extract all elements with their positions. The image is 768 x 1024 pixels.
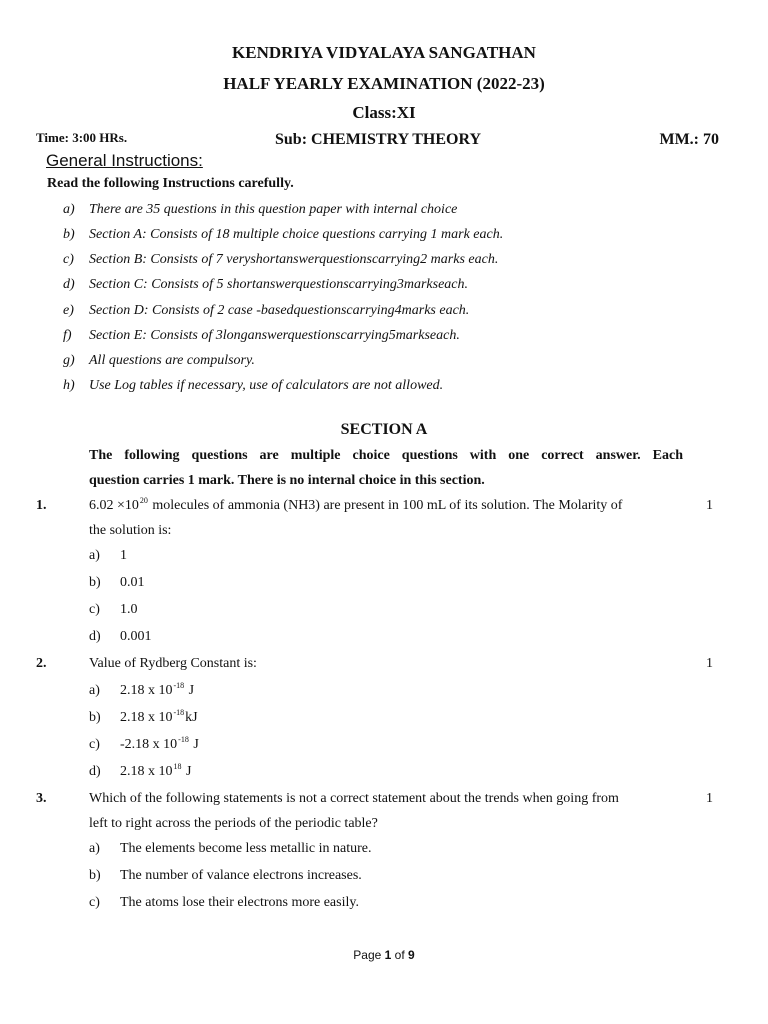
option-text: The elements become less metallic in nature. <box>120 841 372 856</box>
option-item <box>89 575 489 593</box>
option-label: c) <box>89 895 100 910</box>
current-page: 1 <box>384 948 392 962</box>
instruction-text: Section E: Consists of 3longanswerquestionscarrying5markseach. <box>89 328 460 343</box>
option-text <box>120 683 194 699</box>
instruction-text: Section D: Consists of 2 case -basedquestionscarrying4marks each. <box>89 303 470 318</box>
instruction-text: Use Log tables if necessary, use of calculators are not allowed. <box>89 378 444 393</box>
option-text-part: kJ <box>185 710 198 725</box>
option-label: d) <box>89 764 101 779</box>
superscript-exponent: 18 <box>173 762 182 771</box>
option-text-part: 2.18 x 10 <box>120 683 173 698</box>
school-name: KENDRIYA VIDYALAYA SANGATHAN <box>232 43 536 62</box>
option-item <box>89 895 589 913</box>
option-text-part: J <box>189 737 199 752</box>
option-label: b) <box>89 868 101 883</box>
subject-label: Sub: CHEMISTRY THEORY <box>275 131 482 148</box>
question-text-part: molecules of ammonia (NH3) are present in 100 mL of its solution. The Molarity of <box>148 498 623 513</box>
question-marks: 1 <box>706 791 713 806</box>
option-text-part: J <box>185 683 195 698</box>
exam-title: HALF YEARLY EXAMINATION (2022-23) <box>223 74 545 93</box>
instruction-item <box>63 277 723 295</box>
option-item <box>89 602 489 620</box>
class-label: Class:XI <box>352 103 416 122</box>
instruction-label: c) <box>63 252 74 267</box>
option-item <box>89 548 489 566</box>
option-text <box>120 710 198 726</box>
question-number: 1. <box>36 498 47 513</box>
instruction-item <box>63 202 723 220</box>
instruction-item <box>63 378 723 396</box>
instruction-label: d) <box>63 277 75 292</box>
section-a-title: SECTION A <box>340 421 428 438</box>
instructions-intro: Read the following Instructions carefully. <box>47 176 294 191</box>
question-text: Which of the following statements is not a correct statement about the trends when going from <box>89 791 619 806</box>
section-a-intro-line1: The following questions are multiple choice questions with one correct answer. Each <box>89 448 683 463</box>
option-item <box>89 629 489 647</box>
instruction-item <box>63 227 723 245</box>
option-label: d) <box>89 629 101 644</box>
option-text-part: -2.18 x 10 <box>120 737 178 752</box>
question-text-part: 6.02 ×10 <box>89 498 139 513</box>
option-text: 1 <box>120 548 127 563</box>
question-number: 3. <box>36 791 47 806</box>
question-marks: 1 <box>706 656 713 671</box>
total-pages: 9 <box>408 948 415 962</box>
option-text <box>120 764 191 780</box>
option-text: The number of valance electrons increases. <box>120 868 362 883</box>
option-label: b) <box>89 575 101 590</box>
option-label: a) <box>89 683 100 698</box>
question-marks: 1 <box>706 498 713 513</box>
option-label: c) <box>89 737 100 752</box>
question-text-line2: the solution is: <box>89 523 172 538</box>
option-text: 0.001 <box>120 629 152 644</box>
option-item <box>89 737 489 755</box>
instruction-label: h) <box>63 378 75 393</box>
instruction-item <box>63 353 723 371</box>
option-text: 1.0 <box>120 602 138 617</box>
superscript-exponent: -18 <box>173 708 185 717</box>
question-text-line2: left to right across the periods of the periodic table? <box>89 816 378 831</box>
option-item <box>89 868 589 886</box>
time-label: Time: 3:00 HRs. <box>36 130 128 145</box>
instruction-label: b) <box>63 227 75 242</box>
option-text-part: 2.18 x 10 <box>120 710 173 725</box>
superscript-exponent: 20 <box>139 496 148 505</box>
superscript-exponent: -18 <box>178 735 189 744</box>
question-text: Value of Rydberg Constant is: <box>89 656 257 671</box>
option-label: c) <box>89 602 100 617</box>
general-instructions-title: General Instructions: <box>46 151 203 170</box>
option-text: The atoms lose their electrons more easily. <box>120 895 359 910</box>
instruction-label: g) <box>63 353 75 368</box>
instruction-item <box>63 252 723 270</box>
instruction-label: f) <box>63 328 72 343</box>
option-label: a) <box>89 841 100 856</box>
max-marks-label: MM.: 70 <box>659 131 719 148</box>
option-text <box>120 737 199 753</box>
instruction-text: Section C: Consists of 5 shortanswerquestionscarrying3markseach. <box>89 277 469 292</box>
option-label: b) <box>89 710 101 725</box>
page-word: Page <box>353 948 385 962</box>
instruction-text: There are 35 questions in this question paper with internal choice <box>89 202 458 217</box>
instruction-item <box>63 328 723 346</box>
instruction-label: e) <box>63 303 74 318</box>
superscript-exponent: -18 <box>173 681 185 690</box>
option-item <box>89 710 489 728</box>
option-text: 0.01 <box>120 575 145 590</box>
option-text-part: 2.18 x 10 <box>120 764 173 779</box>
section-a-intro-line2: question carries 1 mark. There is no internal choice in this section. <box>89 473 485 488</box>
option-item <box>89 764 489 782</box>
question-number: 2. <box>36 656 47 671</box>
option-item <box>89 841 589 859</box>
instruction-text: All questions are compulsory. <box>89 353 255 368</box>
instruction-label: a) <box>63 202 75 217</box>
instruction-item <box>63 303 723 321</box>
of-word: of <box>391 948 409 962</box>
option-text-part: J <box>182 764 192 779</box>
option-label: a) <box>89 548 100 563</box>
page-number <box>0 948 768 962</box>
instruction-text: Section A: Consists of 18 multiple choice questions carrying 1 mark each. <box>89 227 504 242</box>
question-text <box>89 498 622 514</box>
option-item <box>89 683 489 701</box>
instruction-text: Section B: Consists of 7 veryshortanswerquestionscarrying2 marks each. <box>89 252 499 267</box>
